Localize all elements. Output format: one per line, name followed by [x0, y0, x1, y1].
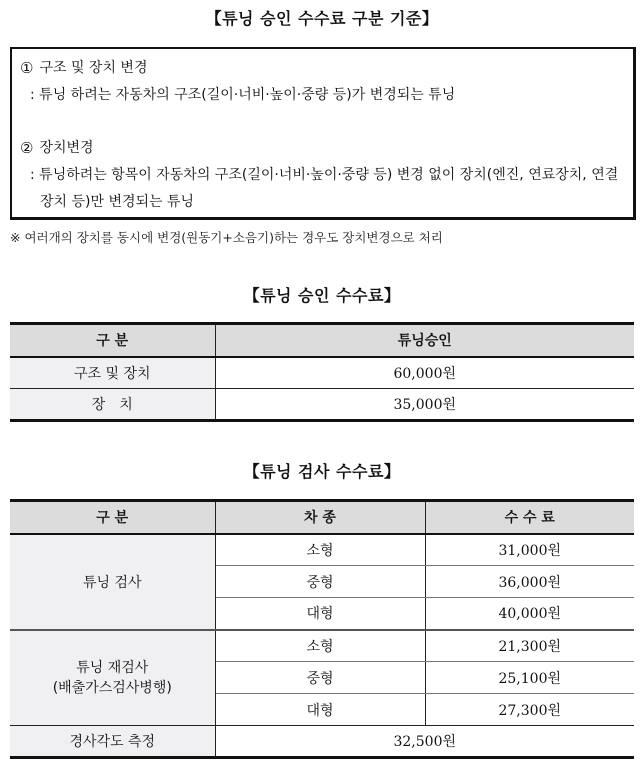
- criteria-item-2-heading: [20, 135, 625, 162]
- table-header-row: [10, 324, 634, 357]
- table-header-row: [10, 501, 634, 534]
- reinspection-label: 튜닝 재검사: [76, 659, 149, 676]
- row-fee: 35,000원: [215, 389, 634, 421]
- circled-number-1: ①: [20, 59, 34, 77]
- fee-value: 27,300원: [425, 694, 634, 726]
- fee-value: 25,100원: [425, 662, 634, 694]
- table-row: [10, 357, 634, 389]
- header-vehicle-type: 차 종: [215, 501, 425, 534]
- approval-fee-title: 【튜닝 승인 수수료】: [243, 286, 401, 305]
- criteria-item-2-label: 장치변경: [39, 140, 94, 156]
- table-row: [10, 726, 634, 758]
- extra-category: 경사각도 측정: [10, 726, 215, 758]
- group-category-reinspection: [10, 630, 215, 726]
- header-fee: 수 수 료: [425, 501, 634, 534]
- fee-value: 40,000원: [425, 598, 634, 630]
- criteria-box: [10, 47, 636, 220]
- vehicle-type: 소형: [215, 534, 425, 566]
- circled-number-2: ②: [20, 139, 34, 157]
- extra-fee: 32,500원: [215, 726, 634, 758]
- criteria-note: ※ 여러개의 장치를 동시에 변경(원동기+소음기)하는 경우도 장치변경으로 처리: [10, 230, 443, 245]
- vehicle-type: 대형: [215, 694, 425, 726]
- vehicle-type: 중형: [215, 566, 425, 598]
- group-category-inspection: 튜닝 검사: [10, 534, 215, 630]
- fee-value: 21,300원: [425, 630, 634, 662]
- table-row: [10, 630, 634, 662]
- header-category: 구 분: [10, 324, 215, 357]
- fee-value: 36,000원: [425, 566, 634, 598]
- row-fee: 60,000원: [215, 357, 634, 389]
- criteria-item-1-label: 구조 및 장치 변경: [39, 60, 148, 76]
- criteria-title: 【튜닝 승인 수수료 구분 기준】: [205, 9, 439, 28]
- table-row: [10, 534, 634, 566]
- criteria-item-1-description: : 튜닝 하려는 자동차의 구조(길이·너비·높이·중량 등)가 변경되는 튜닝: [30, 87, 456, 103]
- table-row: [10, 389, 634, 421]
- row-category: 장 치: [10, 389, 215, 421]
- vehicle-type: 대형: [215, 598, 425, 630]
- criteria-item-1-heading: [20, 55, 625, 82]
- header-category: 구 분: [10, 501, 215, 534]
- criteria-item-2-description: : 튜닝하려는 항목이 자동차의 구조(길이·너비·높이·중량 등) 변경 없이 장치(엔진, 연료장치, 연결장치 등)만 변경되는 튜닝: [30, 167, 619, 210]
- inspection-fee-table: [10, 499, 634, 759]
- vehicle-type: 소형: [215, 630, 425, 662]
- header-approval: 튜닝승인: [215, 324, 634, 357]
- fee-value: 31,000원: [425, 534, 634, 566]
- vehicle-type: 중형: [215, 662, 425, 694]
- inspection-fee-title: 【튜닝 검사 수수료】: [243, 462, 401, 481]
- approval-fee-table: [10, 322, 634, 422]
- reinspection-sublabel: (배출가스검사병행): [52, 679, 172, 696]
- row-category: 구조 및 장치: [10, 357, 215, 389]
